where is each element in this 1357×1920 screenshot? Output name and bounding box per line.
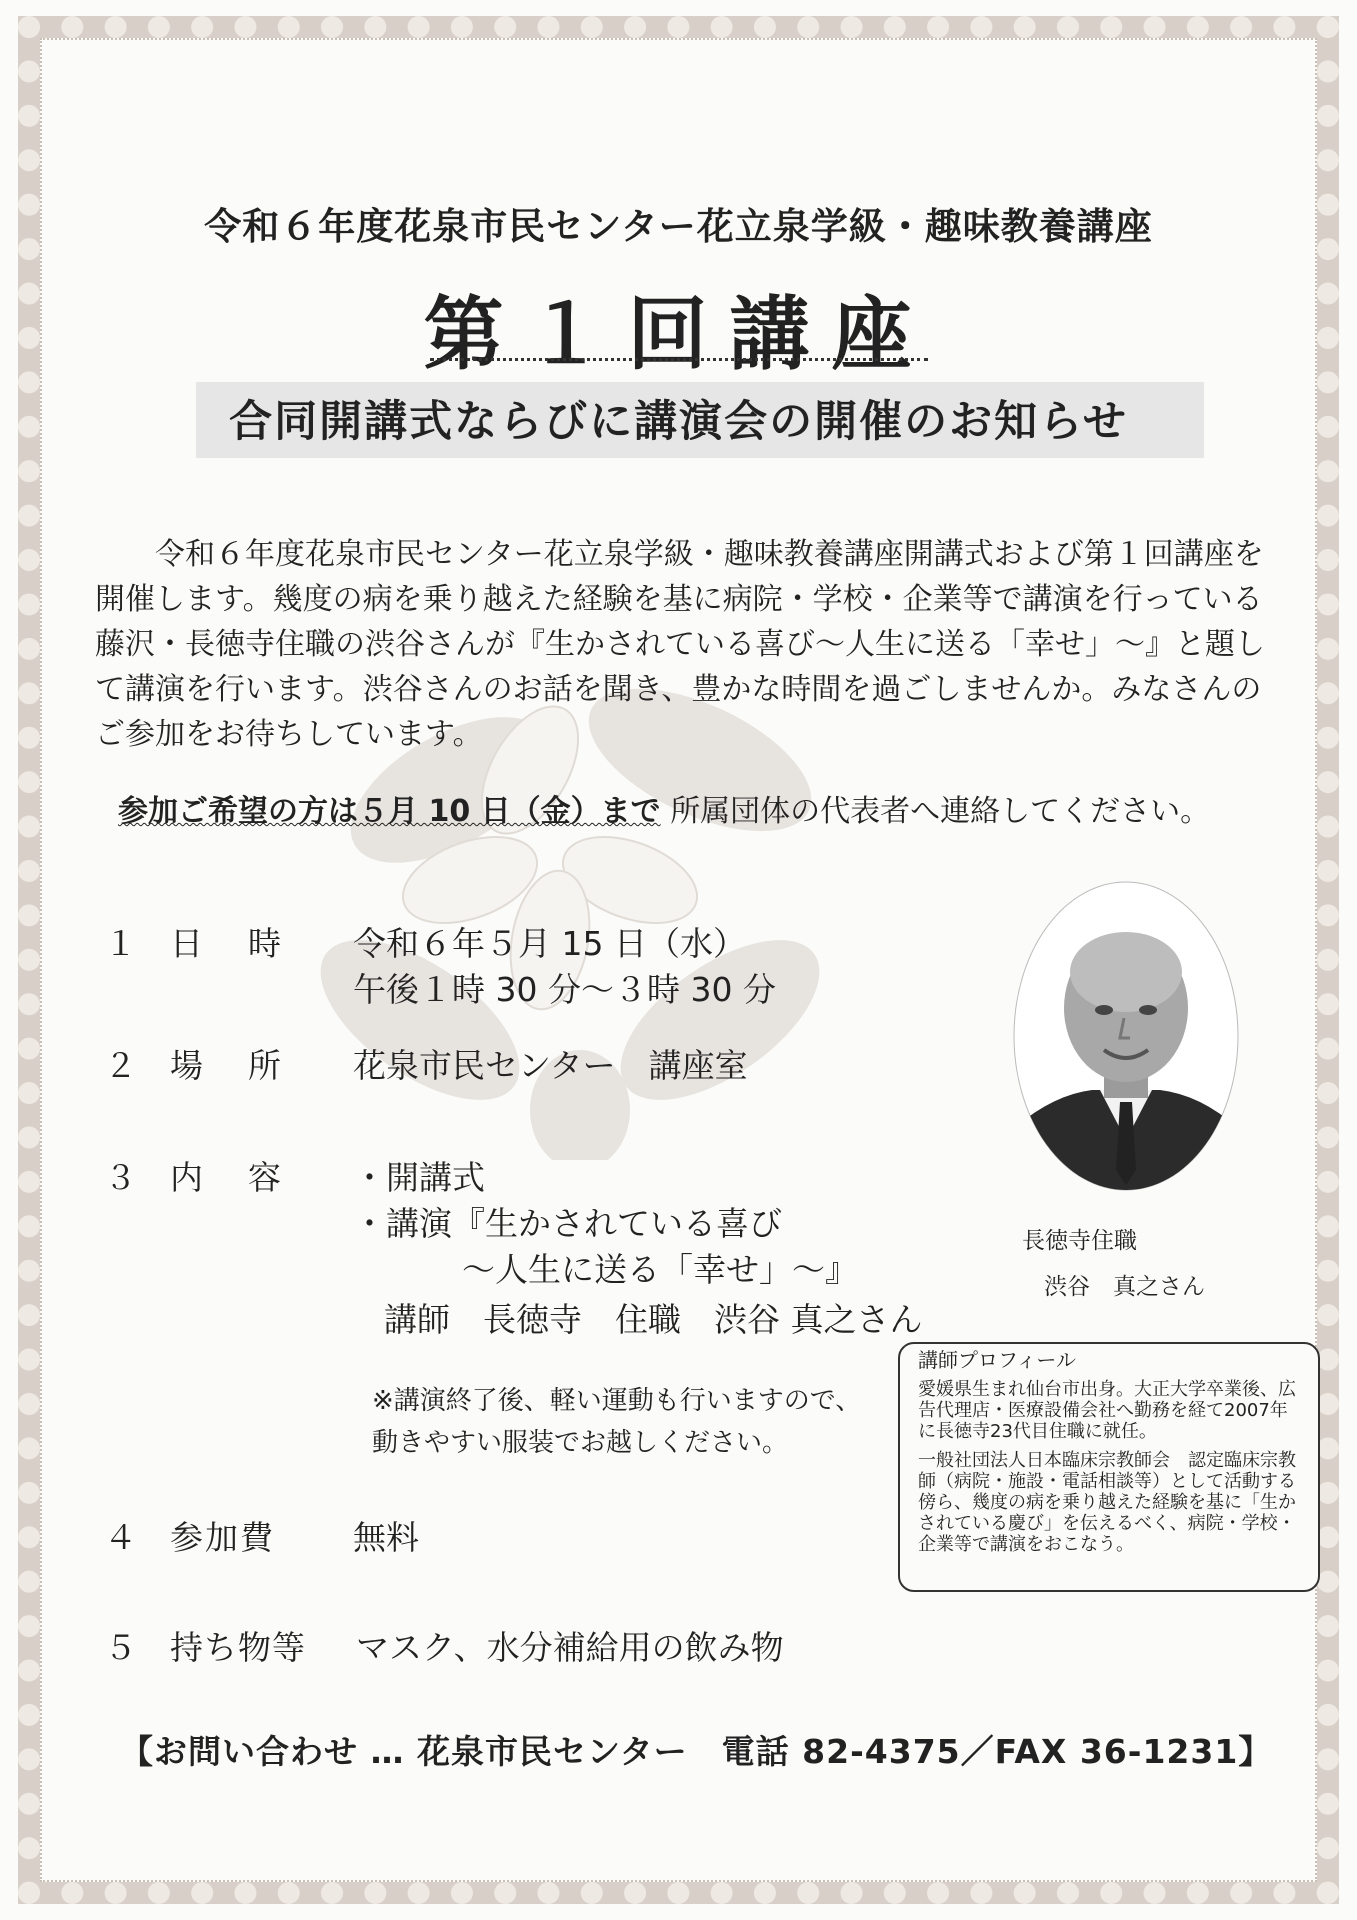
page-title: 第１回講座 xyxy=(423,288,934,381)
item-number: １ xyxy=(104,924,137,963)
clothing-note xyxy=(372,1380,861,1464)
item-number: ２ xyxy=(104,1046,137,1085)
event-place: 花泉市民センター 講座室 xyxy=(353,1046,748,1085)
photo-caption-name: 渋谷 真之さん xyxy=(1044,1274,1205,1300)
item-label-date: 日 時 xyxy=(170,924,287,963)
fee-value: 無料 xyxy=(353,1518,419,1557)
item-number: ４ xyxy=(104,1518,137,1557)
speaker-photo xyxy=(1012,880,1240,1192)
item-label-content: 内 容 xyxy=(170,1158,287,1197)
deadline-rest: 所属団体の代表者へ連絡してください。 xyxy=(670,794,1211,829)
profile-paragraph: 愛媛県生まれ仙台市出身。大正大学卒業後、広告代理店・医療設備会社へ勤務を経て2007年に長徳寺23代目住職に就任。 xyxy=(918,1379,1296,1442)
content-line: ～人生に送る「幸せ」～』 xyxy=(462,1250,858,1289)
note-line: ※講演終了後、軽い運動も行いますので、 xyxy=(372,1386,862,1416)
speaker-profile-box xyxy=(898,1342,1320,1592)
contact-info: 【お問い合わせ … 花泉市民センター 電話 82-4375／FAX 36-1231】 xyxy=(120,1732,1273,1771)
note-line: 動きやすい服装でお越しください。 xyxy=(372,1428,789,1458)
photo-caption-title: 長徳寺住職 xyxy=(1022,1228,1137,1254)
profile-heading: 講師プロフィール xyxy=(918,1348,1076,1372)
content-line: ・開講式 xyxy=(353,1158,485,1197)
profile-paragraph: 一般社団法人日本臨床宗教師会 認定臨床宗教師（病院・施設・電話相談等）として活動する傍ら、幾度の病を乗り越えた経験を基に「生かされている慶び」を伝えるべく、病院・学校・企業等で講演をおこなう。 xyxy=(918,1450,1296,1555)
deadline-emphasis: 参加ご希望の方は５月 10 日（金）まで xyxy=(118,794,661,829)
title-underline xyxy=(430,358,928,361)
event-time: 午後１時 30 分～３時 30 分 xyxy=(353,970,776,1009)
series-heading: 令和６年度花泉市民センター花立泉学級・趣味教養講座 xyxy=(204,205,1153,248)
event-date: 令和６年５月 15 日（水） xyxy=(353,924,746,963)
item-label-fee: 参加費 xyxy=(170,1518,275,1557)
deadline-notice xyxy=(118,786,1210,830)
content-line: ・講演『生かされている喜び xyxy=(353,1204,782,1243)
belongings-value: マスク、水分補給用の飲み物 xyxy=(356,1628,784,1667)
item-label-belongings: 持ち物等 xyxy=(170,1628,306,1667)
item-number: ３ xyxy=(104,1158,137,1197)
page-subtitle: 合同開講式ならびに講演会の開催のお知らせ xyxy=(229,397,1128,447)
intro-paragraph: 令和６年度花泉市民センター花立泉学級・趣味教養講座開講式および第１回講座を開催します。幾度の病を乗り越えた経験を基に病院・学校・企業等で講演を行っている藤沢・長徳寺住職の渋谷さんが『生かされている喜び～人生に送る「幸せ」～』と題して講演を行います。渋谷さんのお話を聞き、豊かな時間を過ごしませんか。みなさんのご参加をお待ちしています。 xyxy=(95,537,1265,752)
item-label-place: 場 所 xyxy=(170,1046,287,1085)
lecturer-line: 講師 長徳寺 住職 渋谷 真之さん xyxy=(384,1300,923,1339)
item-number: ５ xyxy=(104,1628,137,1667)
